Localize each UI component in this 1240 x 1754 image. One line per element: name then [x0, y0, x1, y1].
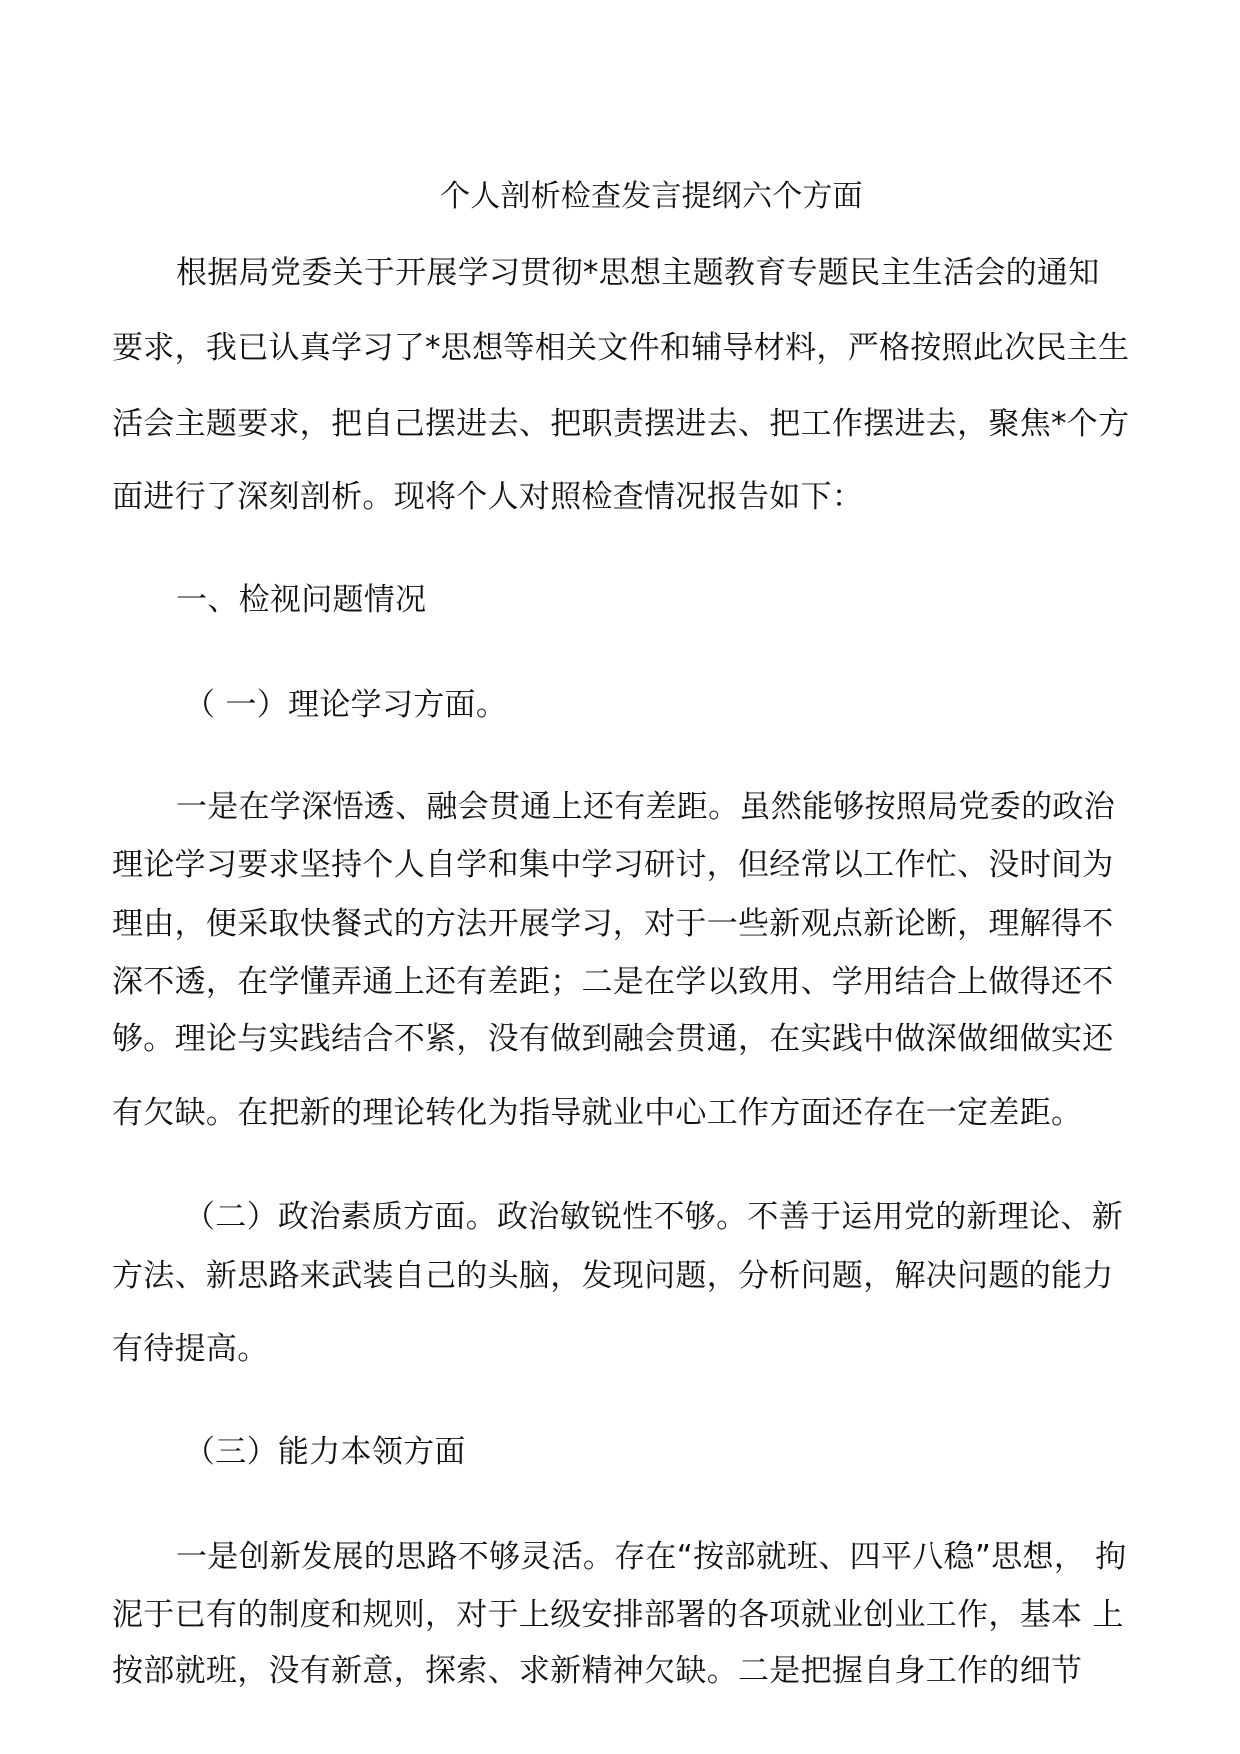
ability-paragraph-line: 泥于已有的制度和规则，对于上级安排部署的各项就业创业工作，基本 上	[112, 1597, 1124, 1633]
intro-paragraph-line: 根据局党委关于开展学习贯彻*思想主题教育专题民主生活会的通知	[176, 255, 1100, 291]
political-paragraph-line: 方法、新思路来武装自己的头脑，发现问题，分析问题，解决问题的能力	[112, 1258, 1114, 1294]
subsection-heading-ability: （三）能力本领方面	[184, 1434, 466, 1470]
section-heading-inspection: 一、检视问题情况	[176, 582, 427, 618]
intro-paragraph-line: 要求，我已认真学习了*思想等相关文件和辅导材料，严格按照此次民主生	[112, 330, 1130, 366]
intro-paragraph-line: 面进行了深刻剖析。现将个人对照检查情况报告如下：	[112, 479, 864, 515]
theory-paragraph-line: 深不透，在学懂弄通上还有差距；二是在学以致用、学用结合上做得还不	[112, 964, 1114, 1000]
ability-paragraph-line: 按部就班，没有新意，探索、求新精神欠缺。二是把握自身工作的细节	[112, 1653, 1083, 1689]
theory-paragraph-line: 一是在学深悟透、融会贯通上还有差距。虽然能够按照局党委的政治	[176, 789, 1115, 825]
subsection-heading-theory: （ 一）理论学习方面。	[184, 687, 508, 723]
theory-paragraph-line: 够。理论与实践结合不紧，没有做到融会贯通，在实践中做深做细做实还	[112, 1021, 1114, 1057]
intro-paragraph-line: 活会主题要求，把自己摆进去、把职责摆进去、把工作摆进去，聚焦*个方	[112, 406, 1130, 442]
theory-paragraph-line: 理论学习要求坚持个人自学和集中学习研讨，但经常以工作忙、没时间为	[112, 847, 1114, 883]
ability-paragraph-line: 一是创新发展的思路不够灵活。存在“按部就班、四平八稳”思想， 拘	[176, 1539, 1127, 1575]
theory-paragraph-line: 理由，便采取快餐式的方法开展学习，对于一些新观点新论断，理解得不	[112, 906, 1114, 942]
political-paragraph-line: （二）政治素质方面。政治敏锐性不够。不善于运用党的新理论、新	[184, 1199, 1123, 1235]
theory-paragraph-line: 有欠缺。在把新的理论转化为指导就业中心工作方面还存在一定差距。	[112, 1095, 1083, 1131]
political-paragraph-line: 有待提高。	[112, 1331, 269, 1367]
document-title: 个人剖析检查发言提纲六个方面	[440, 179, 863, 214]
